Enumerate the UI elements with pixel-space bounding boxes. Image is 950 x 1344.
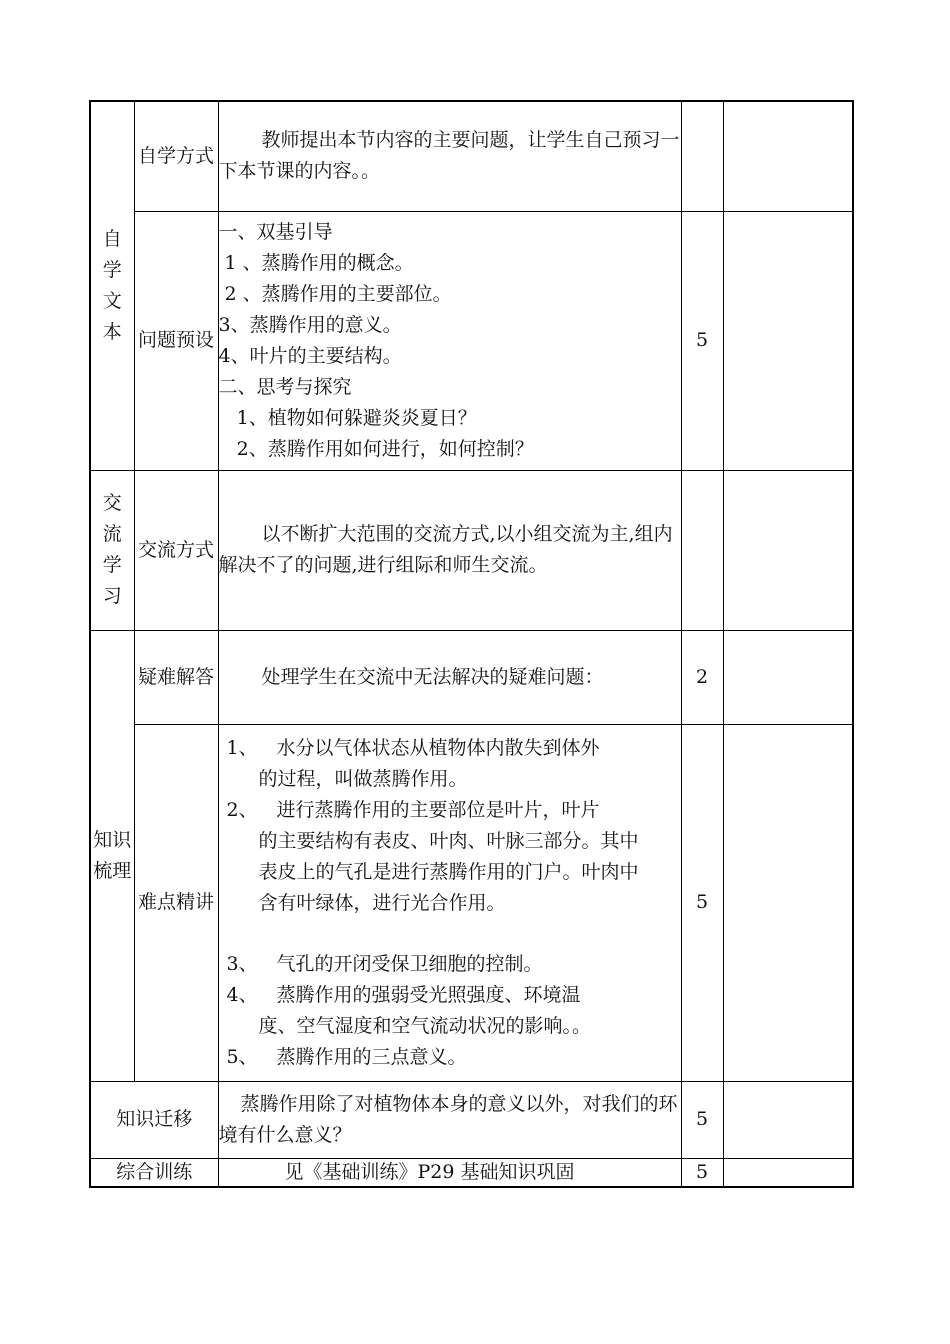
- list-item: 1、 水分以气体状态从植物体内散失到体外: [226, 736, 600, 759]
- stage-transfer: 知识迁移: [90, 1081, 218, 1158]
- row-self-study-method: [90, 101, 853, 211]
- stage-knowledge: 知识梳理: [90, 630, 134, 1081]
- method-self-study: 自学方式: [134, 101, 218, 211]
- list-item: 5、 蒸腾作用的三点意义。: [226, 1045, 467, 1068]
- row-difficult-questions: [90, 630, 853, 724]
- notes-cell: [723, 101, 853, 211]
- row-question-preset: [90, 211, 853, 470]
- notes-cell: [723, 211, 853, 470]
- row-exchange: [90, 470, 853, 630]
- notes-cell: [723, 1081, 853, 1158]
- content-difficult-questions: 处理学生在交流中无法解决的疑难问题：: [218, 630, 681, 724]
- method-question-preset: 问题预设: [134, 211, 218, 470]
- time-transfer: 5: [681, 1081, 723, 1158]
- content-key-points: 1、 水分以气体状态从植物体内散失到体外 的过程，叫做蒸腾作用。 2、 进行蒸腾作用的主要部位是叶片，叶片 的主要结构有表皮、叶肉、叶脉三部分。其中表皮上的气孔是进行蒸腾作用的门户。叶肉中含有叶绿体，进行光合作用。 3、 气孔的开闭受保卫细胞的控制。 4、 蒸腾作用的强弱受光照强度、环境温 度、空气湿度和空气流动状况的影响。。 5、 蒸腾作用的三点意义。: [218, 724, 681, 1081]
- list-item: 3、 气孔的开闭受保卫细胞的控制。: [226, 952, 543, 975]
- method-difficult-questions: 疑难解答: [134, 630, 218, 724]
- time-difficult-questions: 2: [681, 630, 723, 724]
- notes-cell: [723, 630, 853, 724]
- stage-self-study: 自 学 文 本: [90, 101, 134, 470]
- list-item: 4、 蒸腾作用的强弱受光照强度、环境温: [226, 983, 581, 1006]
- stage-training: 综合训练: [90, 1158, 218, 1187]
- time-question-preset: 5: [681, 211, 723, 470]
- time-empty: [681, 101, 723, 211]
- time-empty: [681, 470, 723, 630]
- row-transfer: [90, 1081, 853, 1158]
- content-training: 见《基础训练》P29 基础知识巩固: [218, 1158, 681, 1187]
- content-question-preset: 一、双基引导 1 、蒸腾作用的概念。 2 、蒸腾作用的主要部位。 3、蒸腾作用的意义。 4、叶片的主要结构。 二、思考与探究 1、植物如何躲避炎炎夏日？ 2、蒸腾作用如何进行，如何控制？: [218, 211, 681, 470]
- row-training: [90, 1158, 853, 1187]
- row-key-points: [90, 724, 853, 1081]
- stage-exchange: 交 流 学 习: [90, 470, 134, 630]
- notes-cell: [723, 724, 853, 1081]
- lesson-plan-table: [89, 100, 854, 1188]
- method-exchange: 交流方式: [134, 470, 218, 630]
- list-item: 2、 进行蒸腾作用的主要部位是叶片，叶片: [226, 798, 600, 821]
- content-self-study: 教师提出本节内容的主要问题，让学生自己预习一下本节课的内容。。: [218, 101, 681, 211]
- time-training: 5: [681, 1158, 723, 1187]
- content-exchange: 以不断扩大范围的交流方式,以小组交流为主,组内解决不了的问题,进行组际和师生交流。: [218, 470, 681, 630]
- time-key-points: 5: [681, 724, 723, 1081]
- notes-cell: [723, 1158, 853, 1187]
- content-transfer: 蒸腾作用除了对植物体本身的意义以外，对我们的环境有什么意义？: [218, 1081, 681, 1158]
- method-key-points: 难点精讲: [134, 724, 218, 1081]
- notes-cell: [723, 470, 853, 630]
